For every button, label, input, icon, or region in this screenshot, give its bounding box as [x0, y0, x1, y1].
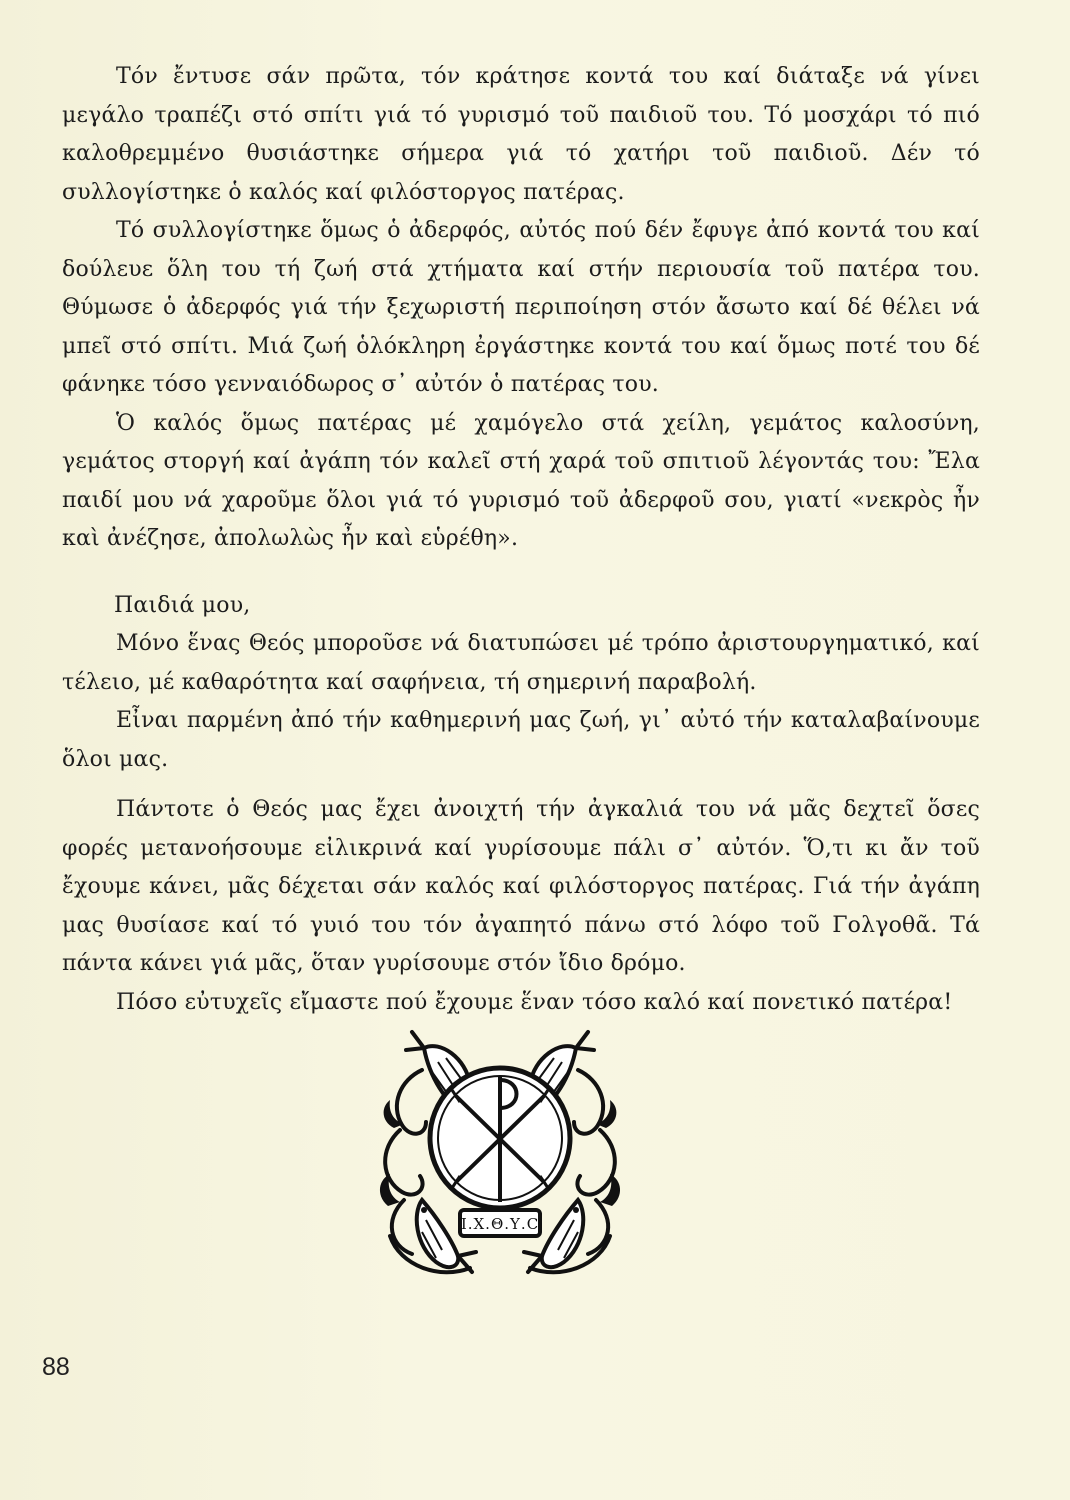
paragraph-5: Εἶναι παρμένη ἀπό τήν καθημερινή μας ζωή, γι᾿ αὐτό τήν καταλαβαίνουμε ὅλοι μας. [62, 708, 980, 772]
chi-rho-icon [430, 1068, 570, 1208]
paragraph-6: Πάντοτε ὁ Θεός μας ἔχει ἀνοιχτή τήν ἀγκαλιά του νά μᾶς δεχτεῖ ὅσες φορές μετανοήσουμε εἰλικρινά καί γυρίσουμε πάλι σ᾿ αὐτόν. Ὅ,τι κι ἄν τοῦ ἔχουμε κάνει, μᾶς δέχεται σάν καλός καί φιλόστοργος πατέρας. Γιά τήν ἀγάπη μας θυσίασε καί τό γυιό του τόν ἀγαπητό πάνω στό λόφο τοῦ Γολγοθᾶ. Τά πάντα κάνει γιά μᾶς, ὅταν γυρίσουμε στόν ἴδιο δρόμο. [62, 797, 980, 976]
salutation: Παιδιά μου, [114, 592, 251, 618]
ichthys-inscription: Ι.Χ.Θ.Υ.C [460, 1215, 540, 1233]
paragraph-4: Μόνο ἕνας Θεός μποροῦσε νά διατυπώσει μέ τρόπο ἀριστουργηματικό, καί τέλειο, μέ καθαρότητα καί σαφήνεια, τή σημερινή παραβολή. [62, 631, 980, 695]
flourish-right-mid [577, 1130, 614, 1195]
paragraph-7: Πόσο εὐτυχεῖς εἴμαστε πού ἔχουμε ἕναν τόσο καλό καί πονετικό πατέρα! [116, 989, 953, 1015]
body-text [62, 58, 980, 1022]
page-number: 88 [42, 1353, 70, 1381]
paragraph-2: Τό συλλογίστηκε ὅμως ὁ ἀδερφός, αὐτός πού δέν ἔφυγε ἀπό κοντά του καί δούλευε ὅλη του τή ζωή στά χτήματα καί στήν περιουσία τοῦ πατέρα του. Θύμωσε ὁ ἀδερφός γιά τήν ξεχωριστή περιποίηση στόν ἄσωτο καί δέ θέλει νά μπεῖ στό σπίτι. Μιά ζωή ὁλόκληρη ἐργάστηκε κοντά του καί ὅμως ποτέ του δέ φάνηκε τόσο γενναιόδωρος σ᾿ αὐτόν ὁ πατέρας του. [62, 218, 980, 397]
paragraph-1: Τόν ἔντυσε σάν πρῶτα, τόν κράτησε κοντά του καί διάταξε νά γίνει μεγάλο τραπέζι στό σπίτι γιά τό γυρισμό τοῦ παιδιοῦ του. Τό μοσχάρι τό πιό καλοθρεμμένο θυσιάστηκε σήμερα γιά τό χατήρι τοῦ παιδιοῦ. Δέν τό συλλογίστηκε ὁ καλός καί φιλόστοργος πατέρας. [62, 64, 980, 205]
flourish-left-mid [385, 1130, 422, 1195]
ichthys-emblem [360, 1010, 640, 1290]
paragraph-3: Ὁ καλός ὅμως πατέρας μέ χαμόγελο στά χείλη, γεμάτος καλοσύνη, γεμάτος στοργή καί ἀγάπη τόν καλεῖ στή χαρά τοῦ σπιτιοῦ λέγοντάς του: Ἔλα παιδί μου νά χαροῦμε ὅλοι γιά τό γυρισμό τοῦ ἀδερφοῦ σου, γιατί «νεκρὸς ἦν καὶ ἀνέζησε, ἀπολωλὼς ἦν καὶ εὑρέθη». [62, 410, 980, 551]
